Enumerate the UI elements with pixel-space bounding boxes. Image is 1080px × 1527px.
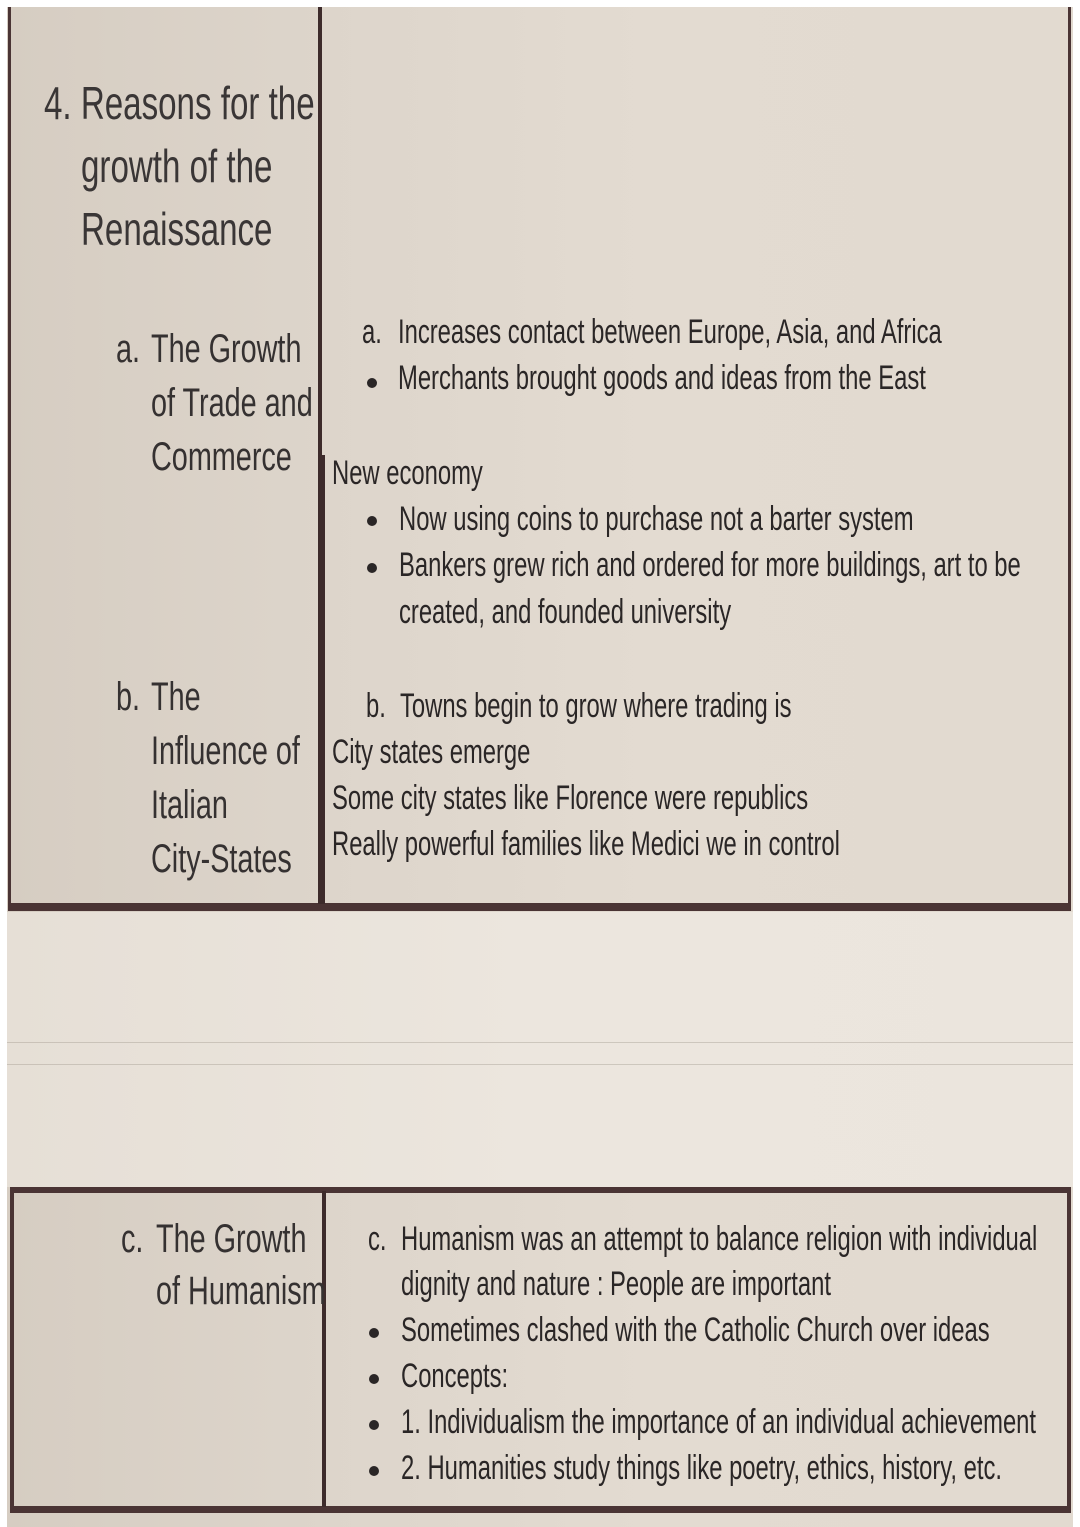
row-a-label-line-3: Commerce — [151, 435, 292, 479]
row-b-line-2: Some city states like Florence were republics — [332, 779, 809, 817]
row-c-label-line-1: The Growth — [156, 1217, 307, 1261]
row-a-intro-marker: a. — [362, 313, 382, 351]
row-a-continuation: created, and founded university — [399, 593, 732, 631]
row-a-label-line-2: of Trade and — [151, 381, 313, 425]
row-a-label-line-1: The Growth — [151, 327, 302, 371]
row-c-bullet-1: Sometimes clashed with the Catholic Church over ideas — [401, 1311, 990, 1349]
row-c-marker: c. — [121, 1217, 144, 1261]
row-c-bullet-4: 2. Humanities study things like poetry, ethics, history, etc. — [401, 1449, 1002, 1487]
row-c-bullet-3: 1. Individualism the importance of an individual achievement — [401, 1403, 1037, 1441]
row-b-line-1: City states emerge — [332, 733, 531, 771]
row-a-marker: a. — [116, 327, 141, 371]
row-c-label-line-2: of Humanism — [156, 1269, 326, 1313]
column-divider — [322, 1191, 326, 1507]
bullet-icon — [367, 378, 377, 388]
row-a-subheading: New economy — [332, 454, 483, 492]
row-b-line-3: Really powerful families like Medici we in control — [332, 825, 840, 863]
bullet-icon — [369, 1374, 379, 1384]
section-heading-line-3: Renaissance — [81, 203, 273, 255]
faint-rule — [7, 1042, 1073, 1043]
bullet-icon — [369, 1466, 379, 1476]
faint-rule — [7, 1064, 1073, 1065]
gap-between-pages — [7, 912, 1073, 1187]
row-c-intro-marker: c. — [368, 1220, 387, 1258]
row-b-label-line-2: Influence of — [151, 729, 300, 773]
row-a-bullet-1: Merchants brought goods and ideas from the East — [398, 359, 926, 397]
bullet-icon — [369, 1420, 379, 1430]
row-c-intro-line-2: dignity and nature : People are important — [401, 1265, 831, 1303]
row-c-bullet-2: Concepts: — [401, 1357, 509, 1395]
row-b-intro: Towns begin to grow where trading is — [400, 687, 792, 725]
section-heading-line-1: 4. Reasons for the — [44, 77, 315, 129]
section-heading-line-2: growth of the — [81, 140, 273, 192]
bullet-icon — [367, 516, 377, 526]
row-a-intro: Increases contact between Europe, Asia, and Africa — [398, 313, 942, 351]
row-b-intro-marker: b. — [366, 687, 386, 725]
bullet-icon — [367, 563, 377, 573]
row-b-label-line-4: City-States — [151, 837, 292, 881]
row-b-label-line-3: Italian — [151, 783, 228, 827]
row-c-intro-line-1: Humanism was an attempt to balance religion with individual — [401, 1220, 1038, 1258]
row-a-bullet-2: Now using coins to purchase not a barter system — [399, 500, 914, 538]
row-b-label-line-1: The — [151, 675, 201, 719]
row-b-marker: b. — [116, 675, 141, 719]
bullet-icon — [369, 1328, 379, 1338]
column-divider-lower — [322, 455, 325, 904]
row-a-bullet-3: Bankers grew rich and ordered for more buildings, art to be — [399, 546, 1021, 584]
